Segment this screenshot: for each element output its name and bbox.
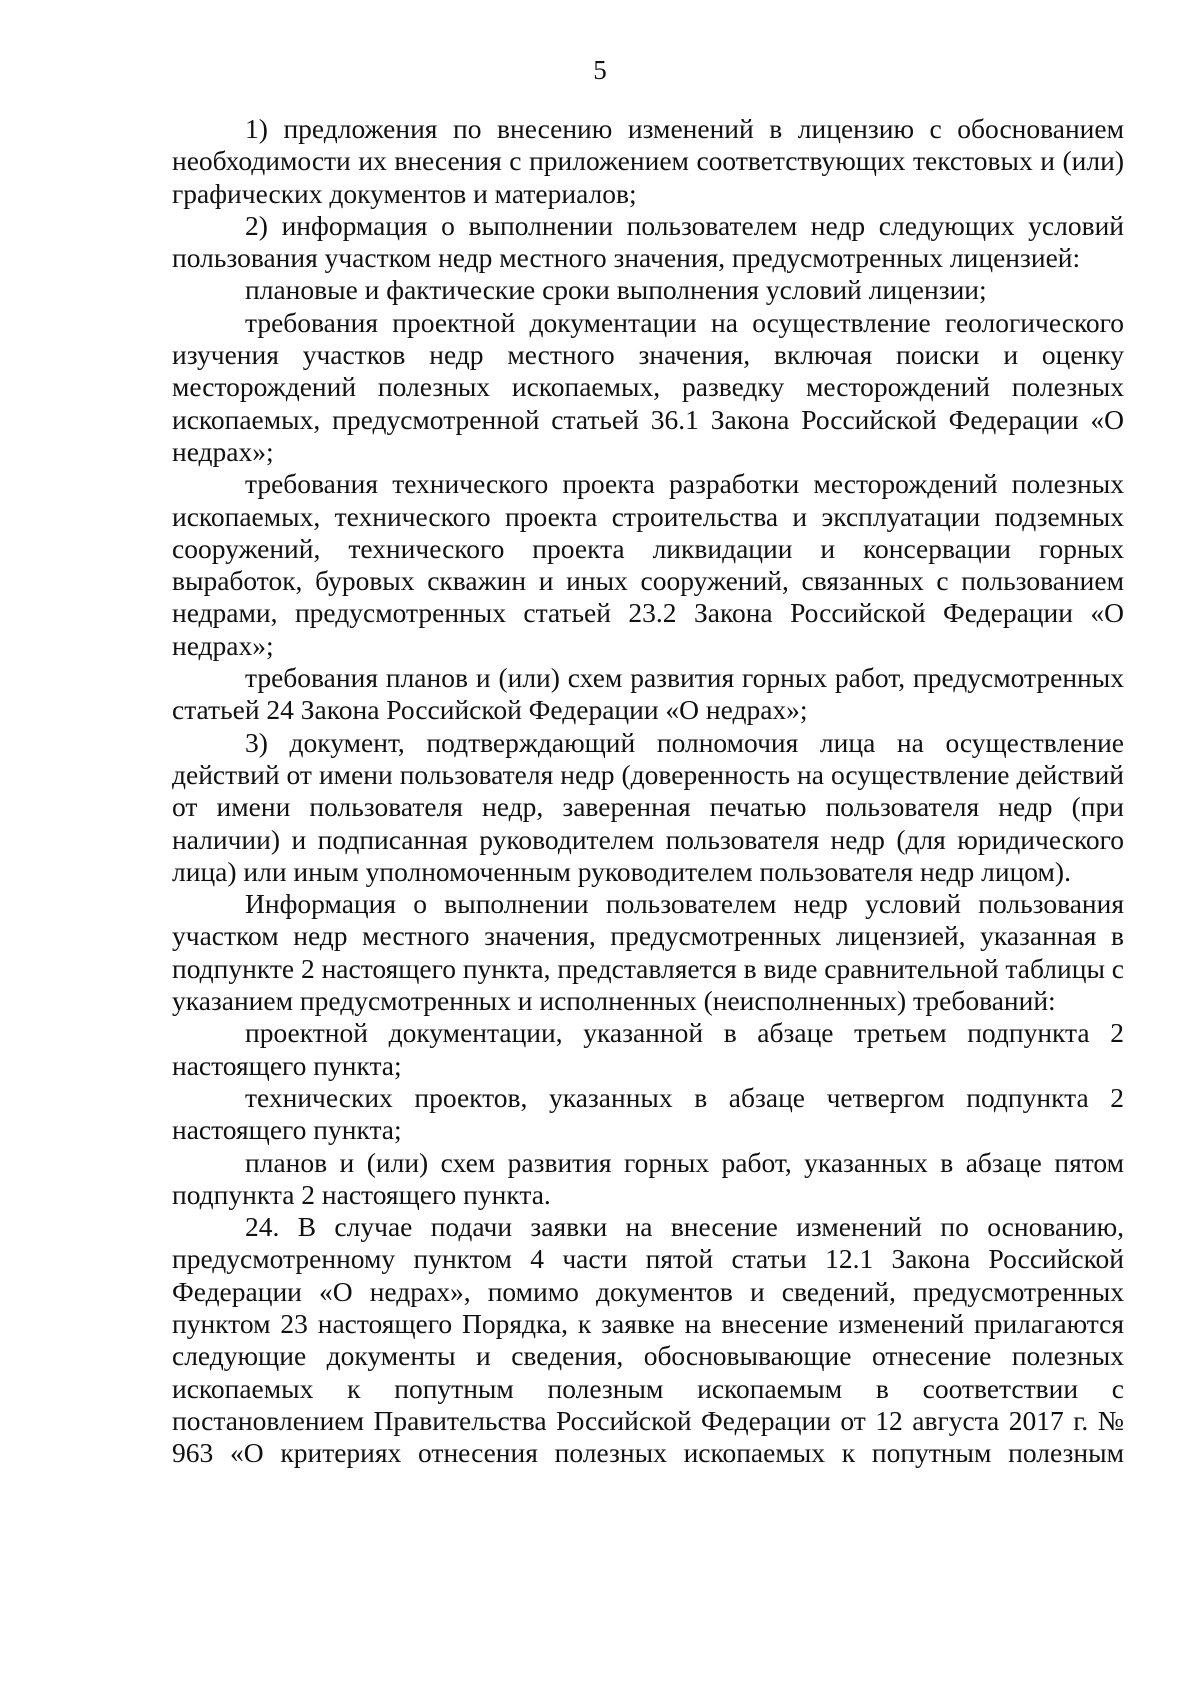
paragraph-mining-plans: требования планов и (или) схем развития горных работ, предусмотренных статьей 24 Закона Российской Федерации «О недрах»; — [172, 662, 1124, 726]
paragraph-planned-deadlines: плановые и фактические сроки выполнения условий лицензии; — [245, 274, 987, 306]
paragraph-table-project-documentation: проектной документации, указанной в абзаце третьем подпункта 2 настоящего пункта; — [172, 1017, 1124, 1081]
page-number: 5 — [593, 55, 607, 85]
paragraph-item-1-proposals: 1) предложения по внесению изменений в лицензию с обоснованием необходимости их внесения с приложением соответствующих текстовых и (или) графических документов и материалов; — [172, 113, 1124, 209]
paragraph-section-24: 24. В случае подачи заявки на внесение изменений по основанию, предусмотренному пунктом 4 части пятой статьи 12.1 Закона Российской Федерации «О недрах», помимо документов и сведений, предусмотренных пунктом 23 настоящего Порядка, к заявке на внесение изменений прилагаются следующие документы и сведения, обосновывающие отнесение полезных ископаемых к попутным полезным ископаемым в соответствии с постановлением Правительства Российской Федерации от 12 августа 2017 г. № 963 «О критериях отнесения полезных ископаемых к попутным полезным — [172, 1211, 1124, 1469]
document-body — [172, 113, 1124, 1469]
paragraph-information-table: Информация о выполнении пользователем недр условий пользования участком недр местного значения, предусмотренных лицензией, указанная в подпункте 2 настоящего пункта, представляется в виде сравнительной таблицы с указанием предусмотренных и исполненных (неисполненных) требований: — [172, 888, 1125, 1017]
paragraph-project-documentation: требования проектной документации на осуществление геологического изучения участков недр местного значения, включая поиски и оценку месторождений полезных ископаемых, разведку месторождений полезных ископаемых, предусмотренной статьей 36.1 Закона Российской Федерации «О недрах»; — [172, 306, 1124, 467]
paragraph-table-technical-projects: технических проектов, указанных в абзаце четвергом подпункта 2 настоящего пункта; — [172, 1081, 1124, 1146]
paragraph-item-2-information: 2) информация о выполнении пользователем недр следующих условий пользования участком недр местного значения, предусмотренных лицензией: — [172, 209, 1124, 274]
paragraph-table-mining-plans: планов и (или) схем развития горных работ, указанных в абзаце пятом подпункта 2 настоящего пункта. — [172, 1146, 1124, 1210]
paragraph-item-3-authority-document: 3) документ, подтверждающий полномочия лица на осуществление действий от имени пользователя недр (доверенность на осуществление действий от имени пользователя недр, заверенная печатью пользователя недр (при наличии) и подписанная руководителем пользователя недр (для юридического лица) или иным уполномоченным руководителем пользователя недр лицом). — [172, 726, 1124, 887]
paragraph-technical-project: требования технического проекта разработки месторождений полезных ископаемых, технического проекта строительства и эксплуатации подземных сооружений, технического проекта ликвидации и консервации горных выработок, буровых скважин и иных сооружений, связанных с пользованием недрами, предусмотренных статьей 23.2 Закона Российской Федерации «О недрах»; — [172, 468, 1124, 661]
